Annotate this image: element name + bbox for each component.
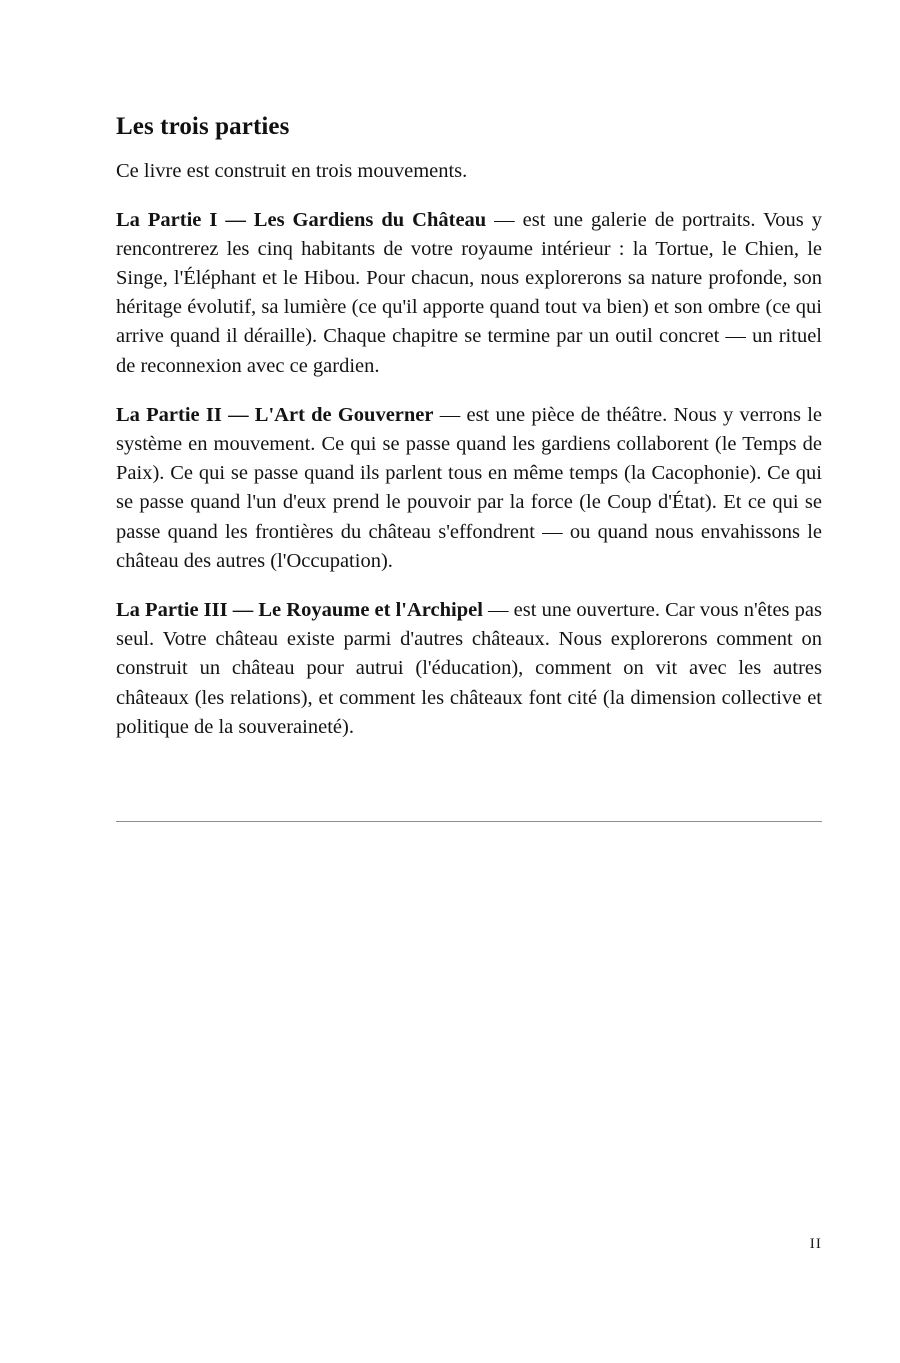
- lead-in-partie-i: La Partie I — Les Gardiens du Château: [116, 208, 487, 231]
- paragraph-partie-iii: [116, 596, 822, 742]
- paragraph-partie-i: [116, 206, 822, 381]
- paragraph-body-partie-i: — est une galerie de portraits. Vous y rencontrerez les cinq habitants de votre royaume intérieur : la Tortue, le Chien, le Singe, l'Éléphant et le Hibou. Pour chacun, nous explorerons sa nature profonde, son héritage évolutif, sa lumière (ce qu'il apporte quand tout va bien) et son ombre (ce qui arrive quand il déraille). Chaque chapitre se termine par un outil concret — un rituel de reconnexion avec ce gardien.: [116, 208, 822, 377]
- paragraph-body-partie-iii: — est une ouverture. Car vous n'êtes pas seul. Votre château existe parmi d'autres châteaux. Nous explorerons comment on construit un château pour autrui (l'éducation), comment on vit avec les autres châteaux (les relations), et comment les châteaux font cité (la dimension collective et politique de la souveraineté).: [116, 598, 822, 738]
- section-divider-rule: [116, 821, 822, 822]
- paragraph-body-partie-ii: — est une pièce de théâtre. Nous y verrons le système en mouvement. Ce qui se passe quand les gardiens collaborent (le Temps de Paix). Ce qui se passe quand ils parlent tous en même temps (la Cacophonie). Ce qui se passe quand l'un d'eux prend le pouvoir par la force (le Coup d'État). Et ce qui se passe quand les frontières du château s'effondrent — ou quand nous envahissons le château des autres (l'Occupation).: [116, 403, 822, 572]
- lead-in-partie-iii: La Partie III — Le Royaume et l'Archipel: [116, 598, 483, 621]
- page-title: Les trois parties: [116, 113, 290, 140]
- lead-in-partie-ii: La Partie II — L'Art de Gouverner: [116, 403, 434, 426]
- intro-sentence: Ce livre est construit en trois mouvements.: [116, 159, 468, 182]
- page-content: [116, 112, 822, 742]
- page-number: II: [809, 1236, 822, 1252]
- paragraph-partie-ii: [116, 401, 822, 576]
